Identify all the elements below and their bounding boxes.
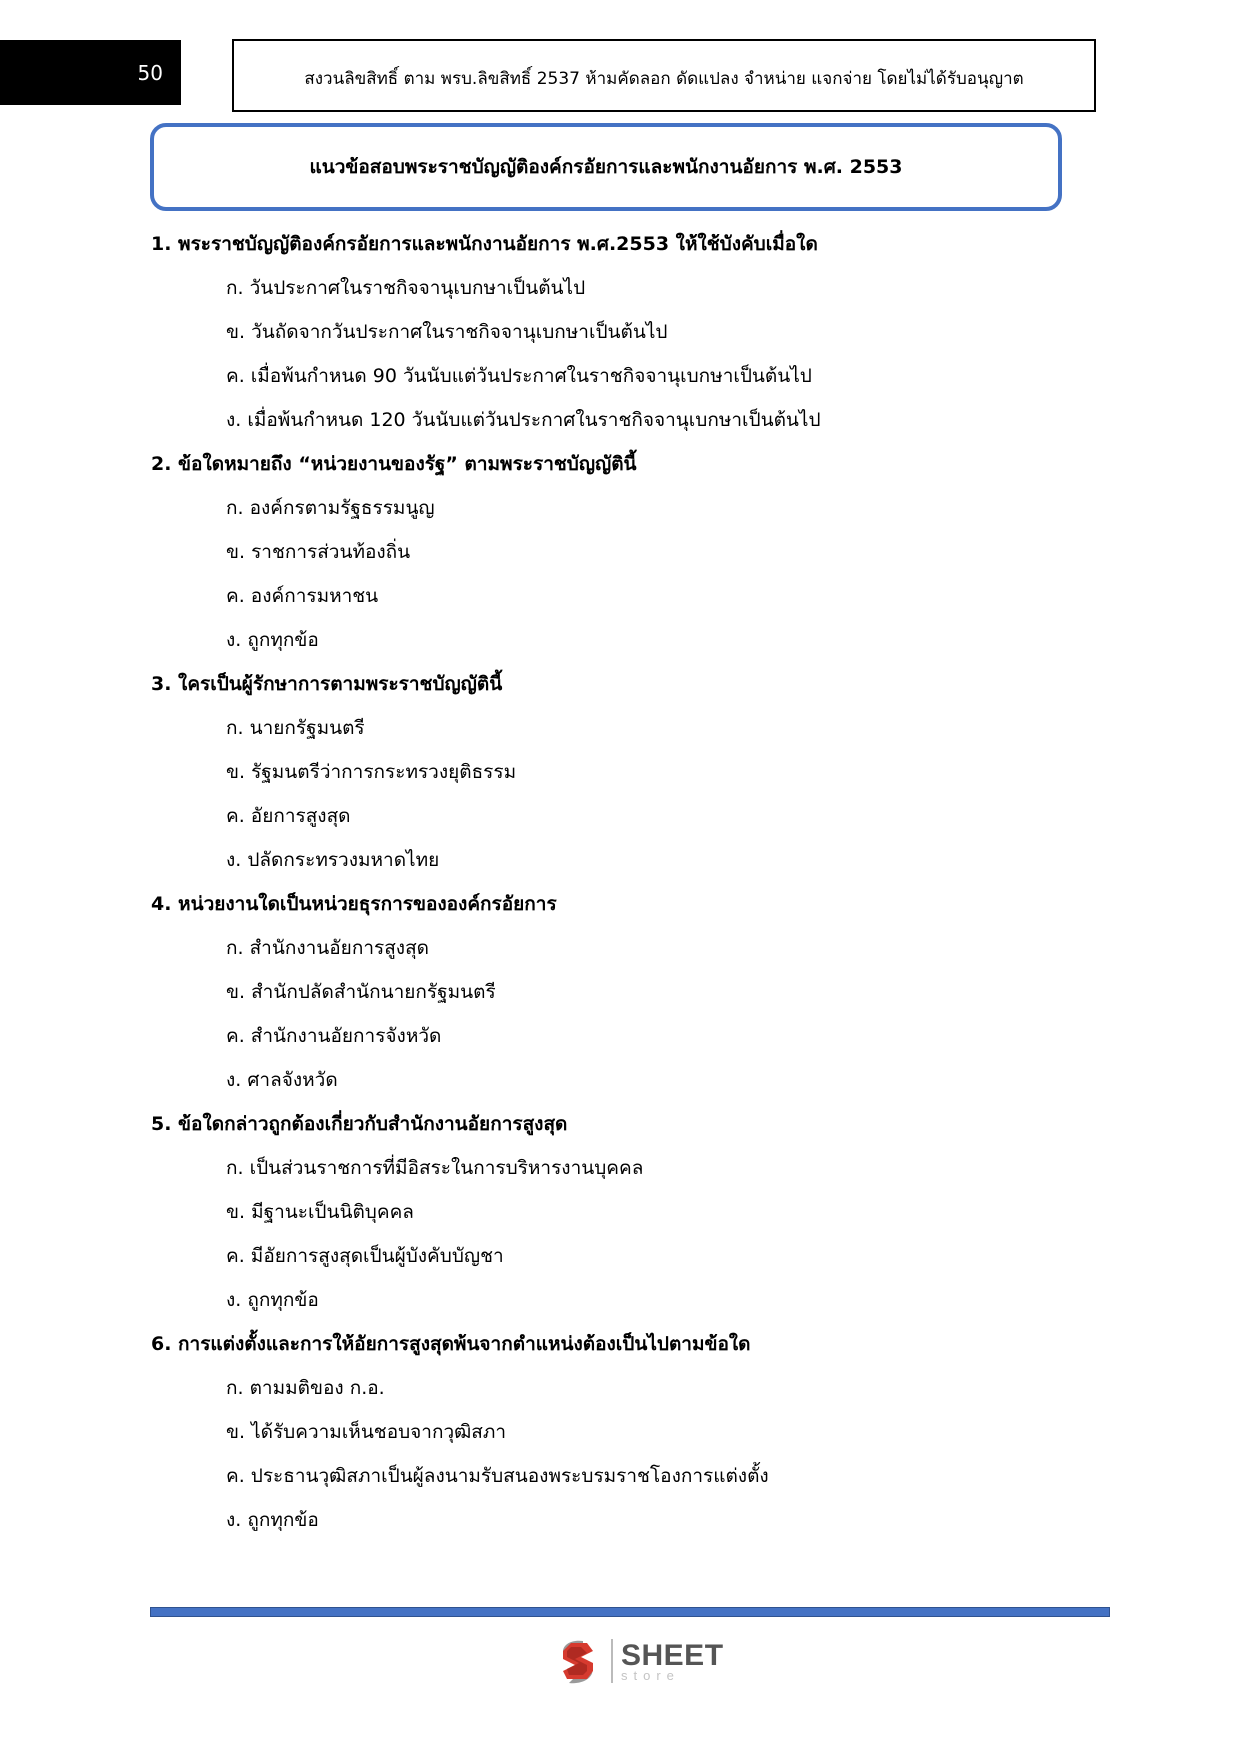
option-b: ข. รัฐมนตรีว่าการกระทรวงยุติธรรม [226, 761, 517, 783]
question-text: 1. พระราชบัญญัติองค์กรอัยการและพนักงานอัยการ พ.ศ.2553 ให้ใช้บังคับเมื่อใด [151, 233, 818, 255]
option-a: ก. วันประกาศในราชกิจจานุเบกษาเป็นต้นไป [226, 277, 586, 299]
question-text: 3. ใครเป็นผู้รักษาการตามพระราชบัญญัตินี้ [151, 673, 503, 695]
option-c: ค. เมื่อพ้นกำหนด 90 วันนับแต่วันประกาศในราชกิจจานุเบกษาเป็นต้นไป [226, 365, 812, 387]
question-text: 4. หน่วยงานใดเป็นหน่วยธุรการขององค์กรอัยการ [151, 893, 557, 915]
option-a: ก. สำนักงานอัยการสูงสุด [226, 937, 430, 959]
document-title: แนวข้อสอบพระราชบัญญัติองค์กรอัยการและพนักงานอัยการ พ.ศ. 2553 [309, 156, 903, 178]
question-text: 2. ข้อใดหมายถึง “หน่วยงานของรัฐ” ตามพระราชบัญญัตินี้ [151, 453, 637, 475]
option-a: ก. ตามมติของ ก.อ. [226, 1377, 385, 1399]
question-4 [151, 882, 1111, 1102]
copyright-notice-box [232, 39, 1096, 112]
question-5 [151, 1102, 1111, 1322]
question-text: 6. การแต่งตั้งและการให้อัยการสูงสุดพ้นจากตำแหน่งต้องเป็นไปตามข้อใด [151, 1333, 751, 1355]
option-b: ข. สำนักปลัดสำนักนายกรัฐมนตรี [226, 981, 496, 1003]
page-number: 50 [137, 60, 163, 85]
question-6 [151, 1322, 1111, 1542]
question-2 [151, 442, 1111, 662]
question-1 [151, 222, 1111, 442]
option-d: ง. เมื่อพ้นกำหนด 120 วันนับแต่วันประกาศในราชกิจจานุเบกษาเป็นต้นไป [226, 409, 821, 431]
option-c: ค. สำนักงานอัยการจังหวัด [226, 1025, 442, 1047]
option-c: ค. องค์การมหาชน [226, 585, 379, 607]
option-d: ง. ถูกทุกข้อ [226, 1289, 319, 1311]
option-b: ข. ราชการส่วนท้องถิ่น [226, 541, 411, 563]
question-text: 5. ข้อใดกล่าวถูกต้องเกี่ยวกับสำนักงานอัยการสูงสุด [151, 1113, 568, 1135]
question-list [151, 222, 1111, 1542]
option-c: ค. ประธานวุฒิสภาเป็นผู้ลงนามรับสนองพระบรมราชโองการแต่งตั้ง [226, 1465, 769, 1487]
option-b: ข. วันถัดจากวันประกาศในราชกิจจานุเบกษาเป็นต้นไป [226, 321, 668, 343]
option-d: ง. ปลัดกระทรวงมหาดไทย [226, 849, 440, 871]
sheet-store-logo [553, 1633, 724, 1689]
option-d: ง. ศาลจังหวัด [226, 1069, 338, 1091]
option-a: ก. องค์กรตามรัฐธรรมนูญ [226, 497, 435, 519]
option-b: ข. มีฐานะเป็นนิติบุคคล [226, 1201, 414, 1223]
copyright-notice: สงวนลิขสิทธิ์ ตาม พรบ.ลิขสิทธิ์ 2537 ห้ามคัดลอก ดัดแปลง จำหน่าย แจกจ่าย โดยไม่ได้รับอนุญาต [304, 69, 1024, 89]
logo-text [621, 1638, 724, 1683]
footer-divider-bar [150, 1607, 1110, 1617]
option-c: ค. มีอัยการสูงสุดเป็นผู้บังคับบัญชา [226, 1245, 504, 1267]
option-a: ก. นายกรัฐมนตรี [226, 717, 365, 739]
option-a: ก. เป็นส่วนราชการที่มีอิสระในการบริหารงานบุคคล [226, 1157, 644, 1179]
logo-word: SHEET [621, 1638, 724, 1672]
option-d: ง. ถูกทุกข้อ [226, 629, 319, 651]
option-b: ข. ได้รับความเห็นชอบจากวุฒิสภา [226, 1421, 507, 1443]
question-3 [151, 662, 1111, 882]
sheet-store-s-logo-icon [553, 1635, 605, 1687]
logo-divider [611, 1639, 613, 1683]
option-d: ง. ถูกทุกข้อ [226, 1509, 319, 1531]
page-number-block [0, 40, 181, 105]
document-title-box [150, 123, 1062, 211]
option-c: ค. อัยการสูงสุด [226, 805, 351, 827]
logo-subword: store [621, 1667, 680, 1683]
